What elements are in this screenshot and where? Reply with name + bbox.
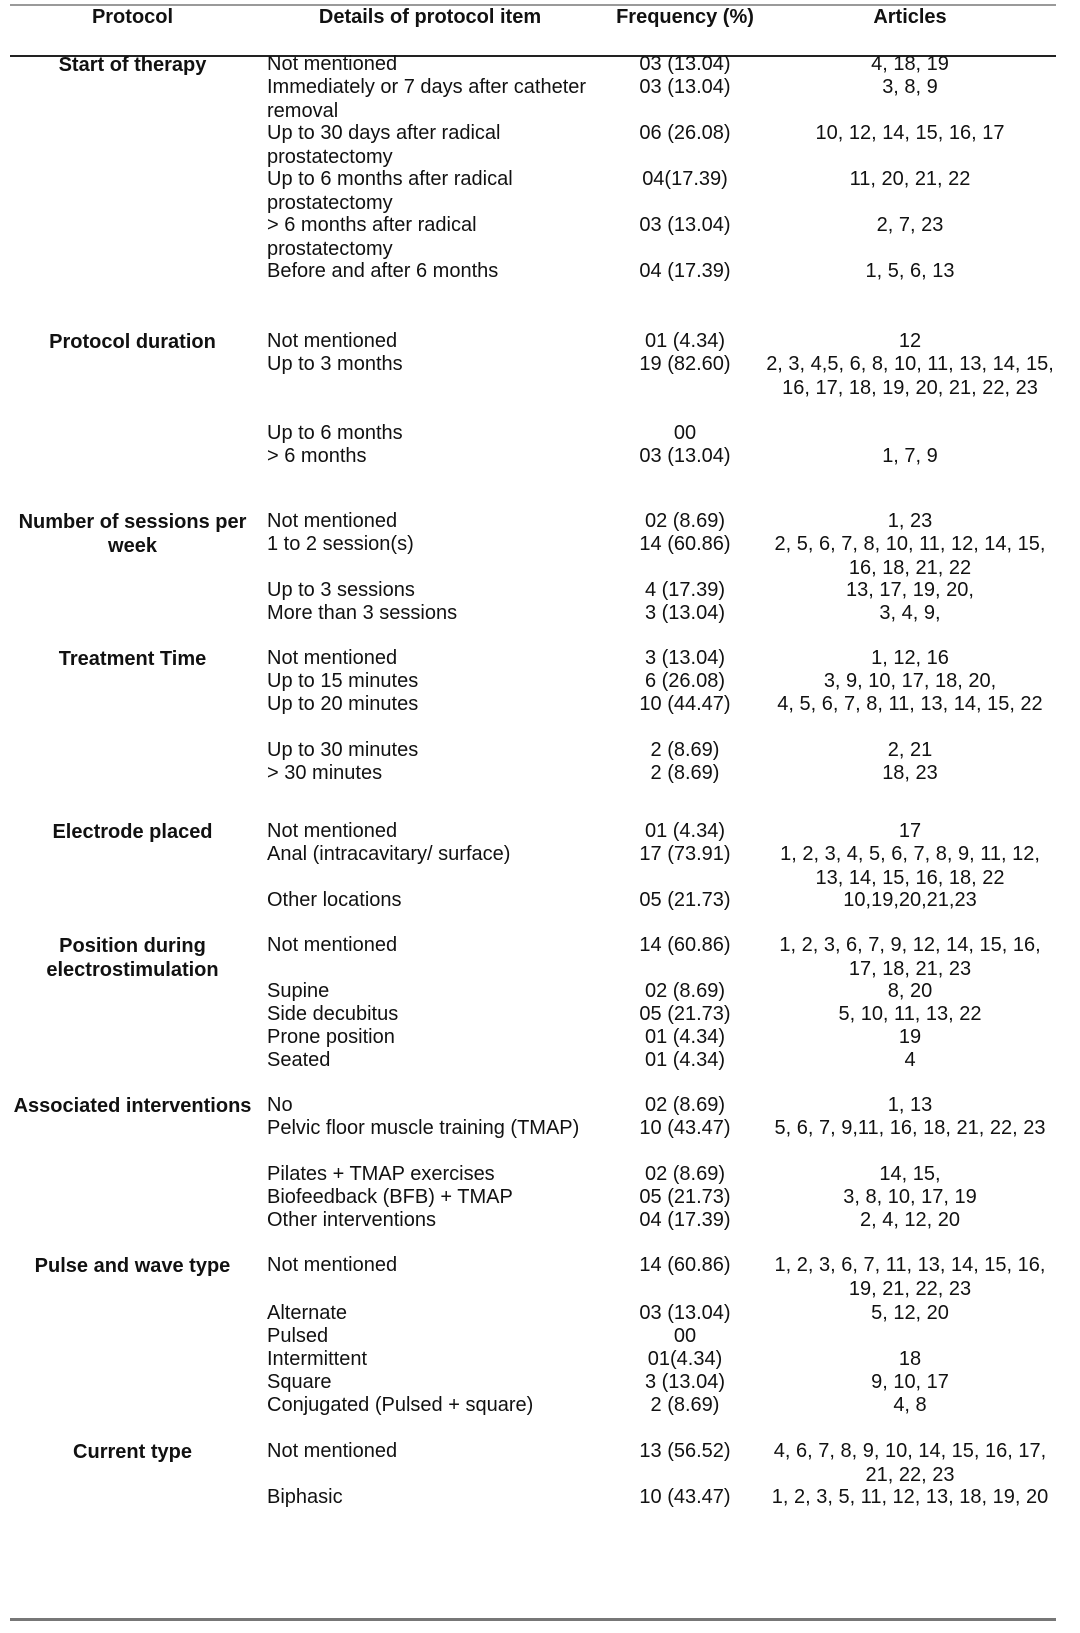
header-frequency: Frequency (%)	[616, 6, 754, 28]
detail-cell: Square	[267, 1371, 332, 1393]
frequency-cell: 3 (13.04)	[644, 602, 726, 624]
detail-cell: Up to 30 minutes	[267, 739, 419, 761]
articles-cell: 4, 18, 19	[871, 53, 949, 75]
frequency-cell: 10 (43.47)	[639, 1486, 731, 1508]
header-details: Details of protocol item	[318, 6, 542, 28]
detail-cell: Not mentioned	[267, 820, 398, 842]
protocol-name: Number of sessions per week	[18, 511, 247, 557]
articles-cell: 5, 10, 11, 13, 22	[838, 1003, 982, 1025]
articles-cell: 18	[898, 1348, 922, 1370]
frequency-cell: 01 (4.34)	[644, 1049, 726, 1071]
articles-cell: 9, 10, 17	[871, 1371, 949, 1393]
articles-cell: 4, 8	[893, 1394, 927, 1416]
detail-cell: Before and after 6 months	[267, 260, 499, 282]
detail-cell: Up to 6 months after radical prostatectomy	[267, 168, 513, 214]
protocol-name: Start of therapy	[58, 54, 207, 76]
frequency-cell: 4 (17.39)	[644, 579, 726, 601]
articles-cell: 2, 7, 23	[876, 214, 944, 236]
detail-cell: Not mentioned	[267, 1254, 398, 1276]
detail-cell: Not mentioned	[267, 934, 398, 956]
frequency-cell: 04 (17.39)	[639, 260, 731, 282]
articles-cell: 1, 13	[887, 1094, 933, 1116]
articles-cell: 3, 8, 9	[882, 76, 938, 98]
articles-cell: 12	[898, 330, 922, 352]
protocol-name: Current type	[73, 1441, 192, 1463]
detail-cell: Pulsed	[267, 1325, 329, 1347]
detail-cell: Other interventions	[267, 1209, 436, 1231]
detail-cell: Supine	[267, 980, 330, 1002]
frequency-cell: 3 (13.04)	[644, 1371, 726, 1393]
frequency-cell: 2 (8.69)	[650, 1394, 720, 1416]
frequency-cell: 6 (26.08)	[644, 670, 726, 692]
frequency-cell: 05 (21.73)	[639, 889, 731, 911]
frequency-cell: 03 (13.04)	[639, 53, 731, 75]
frequency-cell: 14 (60.86)	[639, 533, 731, 555]
header-articles: Articles	[873, 6, 947, 28]
articles-cell: 4, 5, 6, 7, 8, 11, 13, 14, 15, 22	[777, 693, 1043, 715]
frequency-cell: 02 (8.69)	[644, 1163, 726, 1185]
detail-cell: Alternate	[267, 1302, 348, 1324]
articles-cell: 4	[904, 1049, 916, 1071]
frequency-cell: 01(4.34)	[647, 1348, 723, 1370]
articles-cell: 2, 3, 4,5, 6, 8, 10, 11, 13, 14, 15, 16, 17, 18, 19, 20, 21, 22, 23	[766, 353, 1054, 399]
frequency-cell: 01 (4.34)	[644, 330, 726, 352]
protocol-name: Pulse and wave type	[34, 1255, 231, 1277]
articles-cell: 3, 8, 10, 17, 19	[843, 1186, 977, 1208]
detail-cell: Up to 3 sessions	[267, 579, 415, 601]
frequency-cell: 05 (21.73)	[639, 1186, 731, 1208]
articles-cell: 19	[898, 1026, 922, 1048]
detail-cell: Intermittent	[267, 1348, 368, 1370]
articles-cell: 18, 23	[882, 762, 938, 784]
frequency-cell: 02 (8.69)	[644, 510, 726, 532]
articles-cell: 17	[898, 820, 922, 842]
frequency-cell: 13 (56.52)	[639, 1440, 731, 1462]
articles-cell: 1, 7, 9	[882, 445, 938, 467]
articles-cell: 10,19,20,21,23	[843, 889, 977, 911]
detail-cell: Biofeedback (BFB) + TMAP	[267, 1186, 513, 1208]
frequency-cell: 04(17.39)	[642, 168, 728, 190]
frequency-cell: 03 (13.04)	[639, 445, 731, 467]
frequency-cell: 00	[673, 1325, 697, 1347]
articles-cell: 2, 4, 12, 20	[859, 1209, 961, 1231]
articles-cell: 1, 12, 16	[871, 647, 949, 669]
detail-cell: Pelvic floor muscle training (TMAP)	[267, 1117, 580, 1139]
articles-cell: 4, 6, 7, 8, 9, 10, 14, 15, 16, 17, 21, 22, 23	[773, 1440, 1047, 1486]
frequency-cell: 02 (8.69)	[644, 980, 726, 1002]
articles-cell: 14, 15,	[879, 1163, 941, 1185]
detail-cell: Not mentioned	[267, 330, 398, 352]
articles-cell: 1, 2, 3, 5, 11, 12, 13, 18, 19, 20	[771, 1486, 1049, 1508]
protocol-name: Treatment Time	[58, 648, 207, 670]
articles-cell: 13, 17, 19, 20,	[846, 579, 974, 601]
detail-cell: > 30 minutes	[267, 762, 383, 784]
frequency-cell: 19 (82.60)	[639, 353, 731, 375]
frequency-cell: 10 (44.47)	[639, 693, 731, 715]
protocol-name: Position during electrostimulation	[46, 935, 219, 981]
articles-cell: 10, 12, 14, 15, 16, 17	[815, 122, 1005, 144]
detail-cell: Immediately or 7 days after catheter removal	[267, 76, 587, 122]
articles-cell: 2, 21	[887, 739, 933, 761]
detail-cell: Not mentioned	[267, 510, 398, 532]
frequency-cell: 01 (4.34)	[644, 1026, 726, 1048]
articles-cell: 1, 23	[887, 510, 933, 532]
frequency-cell: 06 (26.08)	[639, 122, 731, 144]
frequency-cell: 2 (8.69)	[650, 739, 720, 761]
detail-cell: Up to 30 days after radical prostatectomy	[267, 122, 501, 168]
detail-cell: Seated	[267, 1049, 331, 1071]
detail-cell: Conjugated (Pulsed + square)	[267, 1394, 534, 1416]
frequency-cell: 14 (60.86)	[639, 1254, 731, 1276]
articles-cell: 1, 2, 3, 6, 7, 9, 12, 14, 15, 16, 17, 18, 21, 23	[779, 934, 1041, 980]
detail-cell: Up to 3 months	[267, 353, 403, 375]
detail-cell: Prone position	[267, 1026, 395, 1048]
detail-cell: > 6 months	[267, 445, 367, 467]
articles-cell: 5, 12, 20	[871, 1302, 949, 1324]
frequency-cell: 04 (17.39)	[639, 1209, 731, 1231]
articles-cell: 1, 2, 3, 6, 7, 11, 13, 14, 15, 16, 19, 21, 22, 23	[774, 1254, 1046, 1300]
detail-cell: 1 to 2 session(s)	[267, 533, 414, 555]
frequency-cell: 10 (43.47)	[639, 1117, 731, 1139]
frequency-cell: 05 (21.73)	[639, 1003, 731, 1025]
detail-cell: More than 3 sessions	[267, 602, 458, 624]
articles-cell: 1, 5, 6, 13	[865, 260, 955, 282]
detail-cell: Not mentioned	[267, 1440, 398, 1462]
articles-cell: 5, 6, 7, 9,11, 16, 18, 21, 22, 23	[774, 1117, 1046, 1139]
detail-cell: Side decubitus	[267, 1003, 399, 1025]
frequency-cell: 17 (73.91)	[639, 843, 731, 865]
detail-cell: Pilates + TMAP exercises	[267, 1163, 495, 1185]
frequency-cell: 01 (4.34)	[644, 820, 726, 842]
articles-cell: 11, 20, 21, 22	[849, 168, 971, 190]
frequency-cell: 14 (60.86)	[639, 934, 731, 956]
articles-cell: 2, 5, 6, 7, 8, 10, 11, 12, 14, 15, 16, 18, 21, 22	[774, 533, 1046, 579]
detail-cell: Biphasic	[267, 1486, 343, 1508]
articles-cell: 8, 20	[887, 980, 933, 1002]
frequency-cell: 2 (8.69)	[650, 762, 720, 784]
protocol-name: Electrode placed	[52, 821, 213, 843]
header-protocol: Protocol	[91, 6, 174, 28]
articles-cell: 1, 2, 3, 4, 5, 6, 7, 8, 9, 11, 12, 13, 14, 15, 16, 18, 22	[780, 843, 1040, 889]
detail-cell: > 6 months after radical prostatectomy	[267, 214, 477, 260]
detail-cell: Up to 20 minutes	[267, 693, 419, 715]
detail-cell: Up to 6 months	[267, 422, 403, 444]
frequency-cell: 03 (13.04)	[639, 1302, 731, 1324]
frequency-cell: 02 (8.69)	[644, 1094, 726, 1116]
frequency-cell: 03 (13.04)	[639, 214, 731, 236]
articles-cell: 3, 9, 10, 17, 18, 20,	[823, 670, 997, 692]
detail-cell: Other locations	[267, 889, 402, 911]
protocol-name: Associated interventions	[13, 1095, 252, 1117]
detail-cell: Not mentioned	[267, 53, 398, 75]
frequency-cell: 00	[673, 422, 697, 444]
detail-cell: No	[267, 1094, 293, 1116]
frequency-cell: 03 (13.04)	[639, 76, 731, 98]
bottom-rule	[10, 1618, 1056, 1621]
articles-cell: 3, 4, 9,	[879, 602, 941, 624]
protocol-name: Protocol duration	[49, 331, 216, 353]
detail-cell: Not mentioned	[267, 647, 398, 669]
detail-cell: Up to 15 minutes	[267, 670, 419, 692]
frequency-cell: 3 (13.04)	[644, 647, 726, 669]
detail-cell: Anal (intracavitary/ surface)	[267, 843, 511, 865]
